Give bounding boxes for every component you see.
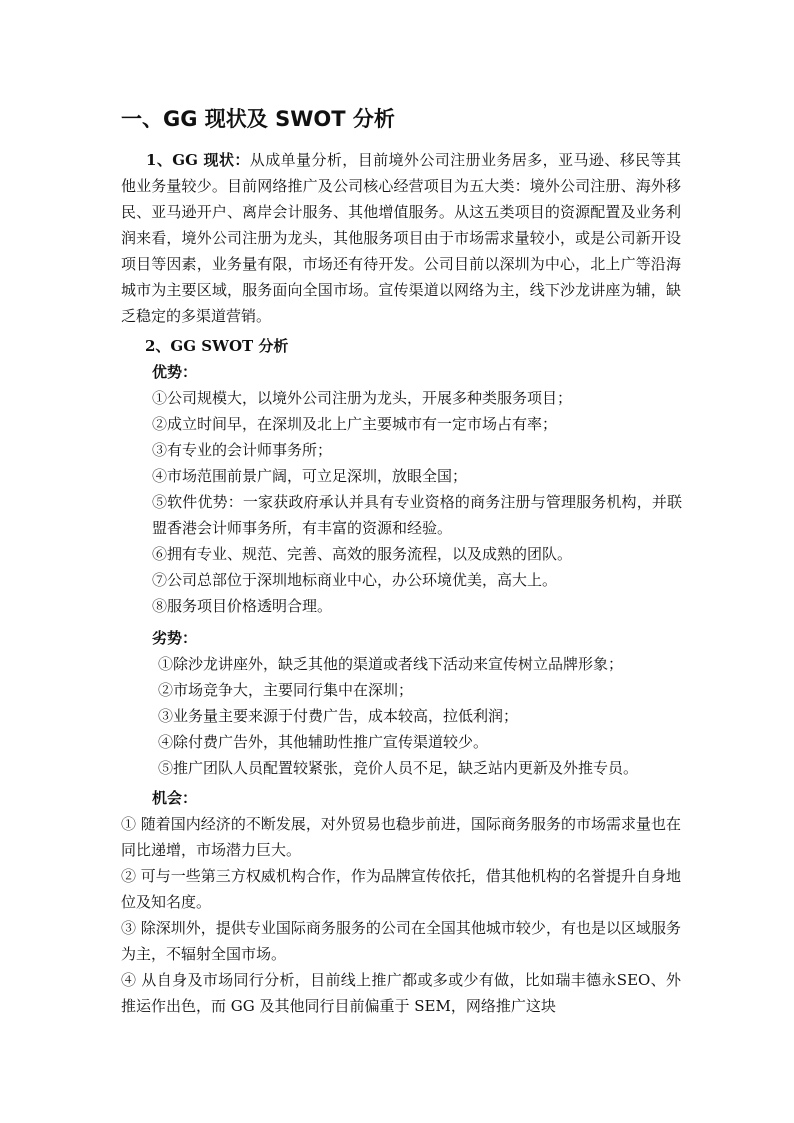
strengths-label: 优势：: [152, 363, 198, 381]
list-item: ⑦公司总部位于深圳地标商业中心，办公环境优美，高大上。: [152, 571, 558, 589]
list-item: ②成立时间早，在深圳及北上广主要城市有一定市场占有率；: [152, 415, 558, 433]
list-item: ②市场竞争大，主要同行集中在深圳；: [158, 681, 414, 699]
strengths-list: [152, 385, 682, 619]
status-paragraph: [121, 147, 681, 329]
list-item: ⑤软件优势：一家获政府承认并具有专业资格的商务注册与管理服务机构，并联盟香港会计师事务所，有丰富的资源和经验。: [152, 493, 682, 537]
weaknesses-label: 劣势：: [152, 629, 198, 647]
list-item: ② 可与一些第三方权威机构合作，作为品牌宣传依托，借其他机构的名誉提升自身地位及知名度。: [121, 867, 681, 911]
page-title: 一、GG 现状及 SWOT 分析: [121, 107, 395, 131]
opportunities-label: 机会：: [152, 789, 198, 807]
status-lead: 1、GG 现状：: [146, 151, 250, 169]
status-text: 从成单量分析，目前境外公司注册业务居多，亚马逊、移民等其他业务量较少。目前网络推广及公司核心经营项目为五大类：境外公司注册、海外移民、亚马逊开户、离岸会计服务、其他增值服务。从这五类项目的资源配置及业务利润来看，境外公司注册为龙头，其他服务项目由于市场需求量较小，或是公司新开设项目等因素，业务量有限，市场还有待开发。公司目前以深圳为中心，北上广等沿海城市为主要区域，服务面向全国市场。宣传渠道以网络为主，线下沙龙讲座为辅，缺乏稳定的多渠道营销。: [121, 151, 681, 325]
weaknesses-list: [158, 651, 688, 781]
list-item: ③有专业的会计师事务所；: [152, 441, 333, 459]
list-item: ① 随着国内经济的不断发展，对外贸易也稳步前进，国际商务服务的市场需求量也在同比递增，市场潜力巨大。: [121, 815, 681, 859]
list-item: ③ 除深圳外，提供专业国际商务服务的公司在全国其他城市较少，有也是以区域服务为主，不辐射全国市场。: [121, 919, 681, 963]
list-item: ⑥拥有专业、规范、完善、高效的服务流程，以及成熟的团队。: [152, 545, 573, 563]
list-item: ④除付费广告外，其他辅助性推广宣传渠道较少。: [158, 733, 489, 751]
list-item: ①公司规模大，以境外公司注册为龙头，开展多种类服务项目；: [152, 389, 573, 407]
opportunities-list: [121, 811, 681, 1019]
list-item: ③业务量主要来源于付费广告，成本较高，拉低利润；: [158, 707, 519, 725]
list-item: ⑤推广团队人员配置较紧张，竞价人员不足，缺乏站内更新及外推专员。: [158, 759, 639, 777]
swot-heading: 2、GG SWOT 分析: [145, 337, 289, 355]
list-item: ①除沙龙讲座外，缺乏其他的渠道或者线下活动来宣传树立品牌形象；: [158, 655, 624, 673]
list-item: ⑧服务项目价格透明合理。: [152, 597, 333, 615]
list-item: ④ 从自身及市场同行分析，目前线上推广都或多或少有做，比如瑞丰德永SEO、外推运作出色，而 GG 及其他同行目前偏重于 SEM，网络推广这块: [121, 971, 681, 1015]
list-item: ④市场范围前景广阔，可立足深圳，放眼全国；: [152, 467, 468, 485]
